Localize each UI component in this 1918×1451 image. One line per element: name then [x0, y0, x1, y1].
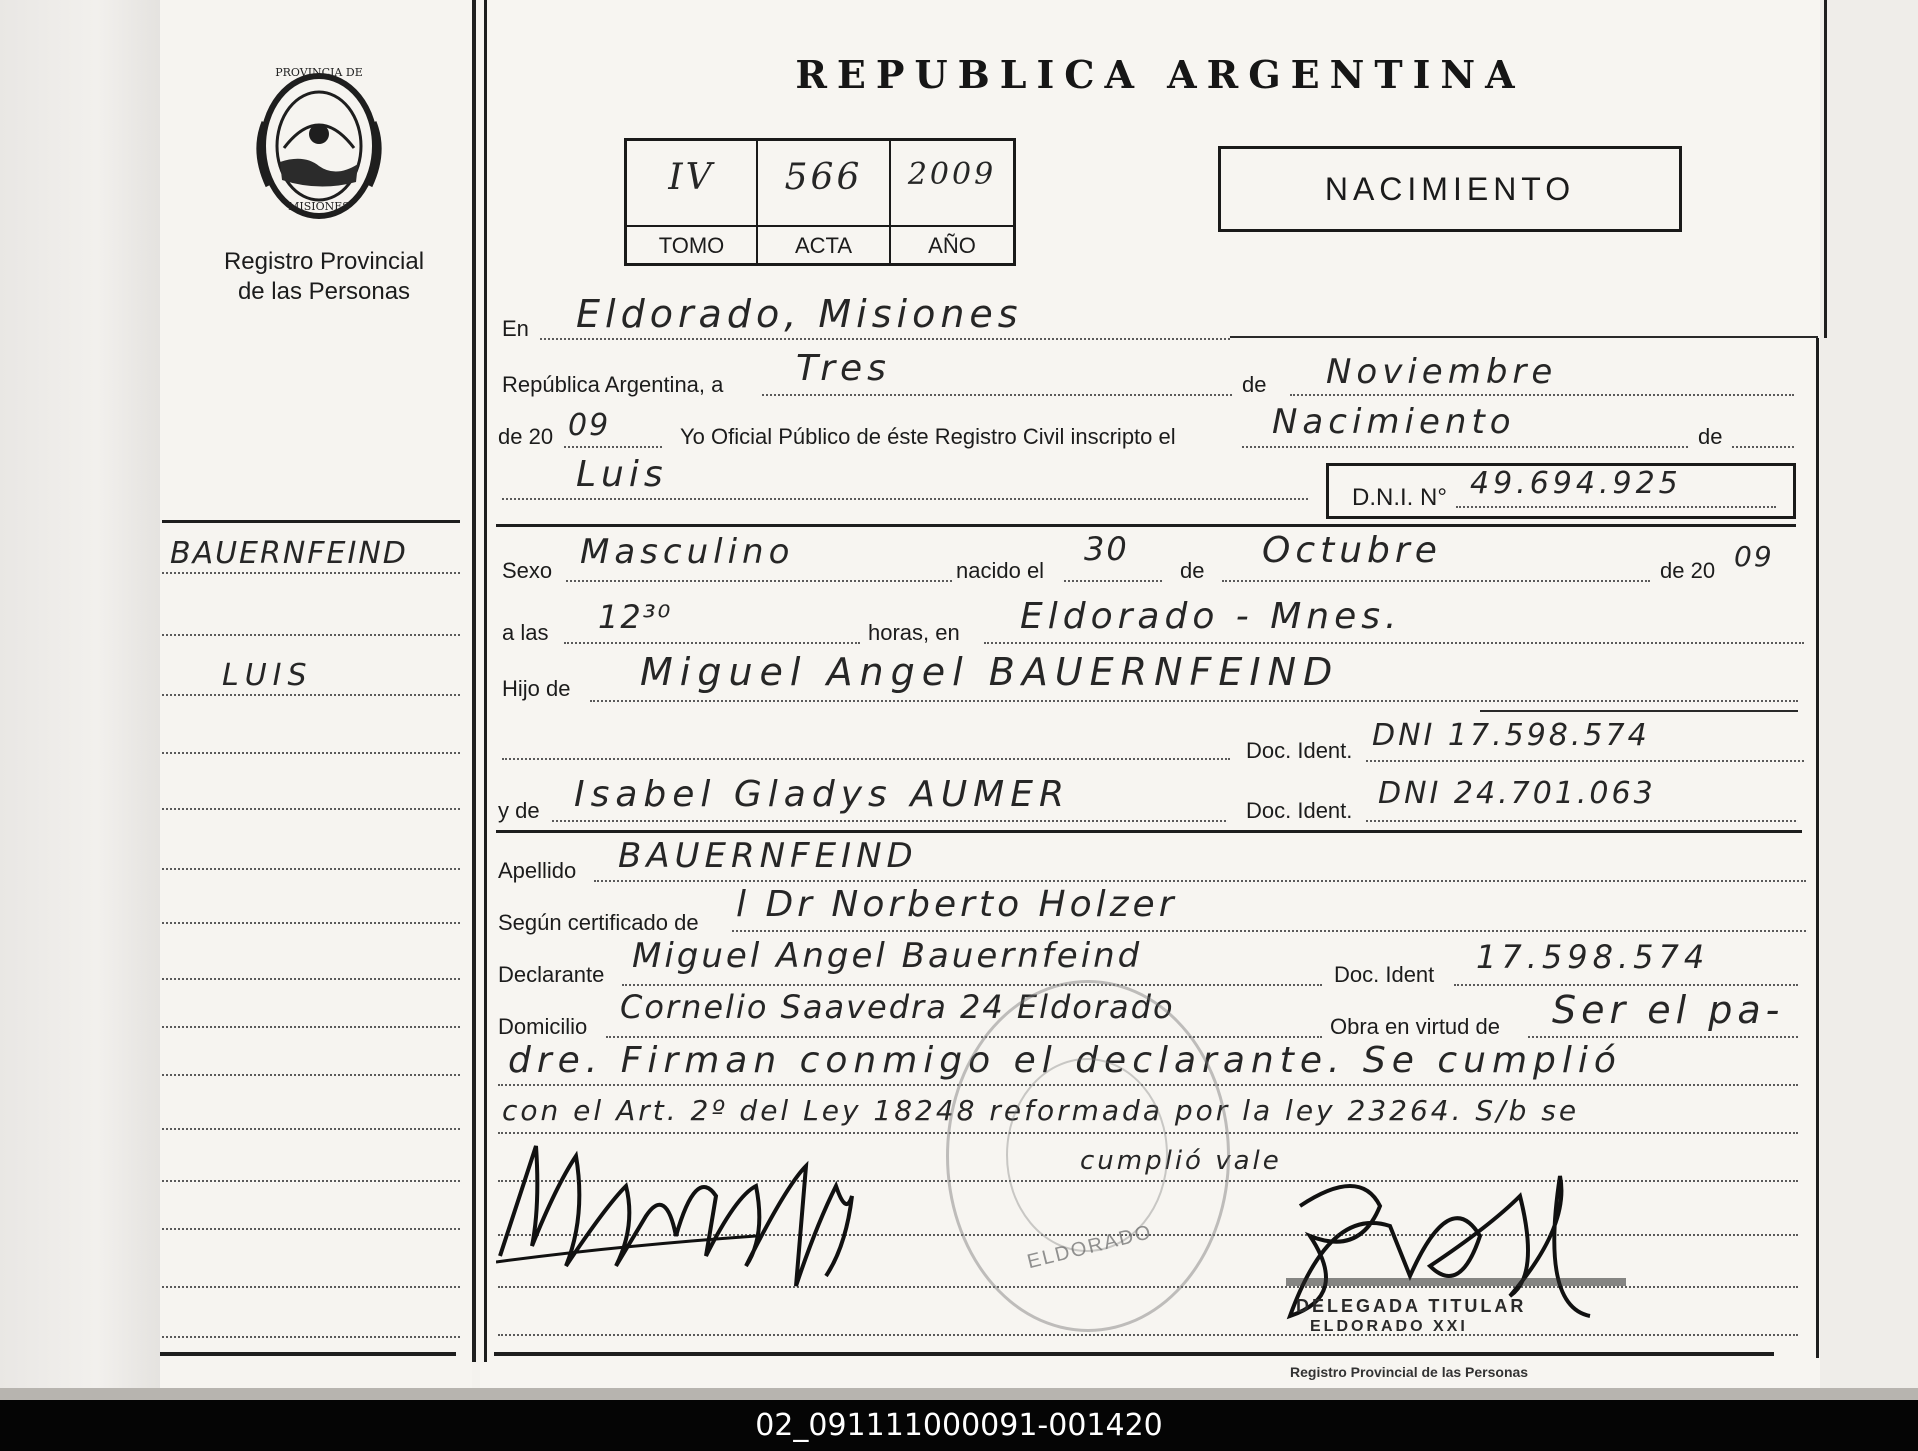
- stamp-text: ELDORADO: [1024, 1220, 1155, 1274]
- de-label: de: [1242, 372, 1267, 397]
- father-line-solid: [1480, 710, 1798, 712]
- apellido-line: [594, 880, 1806, 882]
- mother-line: [552, 820, 1226, 822]
- de-label-3: de: [1180, 558, 1205, 583]
- margin-line-15: [162, 1336, 460, 1338]
- margin-rule-top: [162, 520, 460, 523]
- registry-year-suffix: 09: [568, 408, 611, 443]
- bottom-rule: [494, 1352, 1774, 1356]
- mother-doc: DNI 24.701.063: [1378, 776, 1656, 811]
- registry-name-line1: Registro Provincial: [223, 248, 425, 275]
- declarante-name: Miguel Angel Bauernfeind: [632, 936, 1143, 976]
- obra-line: [1528, 1036, 1798, 1038]
- declarante-doc: 17.598.574: [1476, 938, 1710, 976]
- birth-day: 30: [1084, 530, 1129, 568]
- file-id: 02_091111000091-001420: [755, 1408, 1163, 1443]
- margin-line-13: [162, 1228, 460, 1230]
- domicilio-value: Cornelio Saavedra 24 Eldorado: [620, 988, 1175, 1026]
- doc-ident-label-3: Doc. Ident: [1334, 962, 1435, 987]
- right-frame-rule: [1824, 0, 1827, 338]
- mother-doc-line: [1366, 820, 1796, 822]
- signatory-name-block: [1286, 1278, 1626, 1286]
- margin-line-4: [162, 752, 460, 754]
- margin-line-5: [162, 808, 460, 810]
- signatory-office: ELDORADO XXI: [1310, 1318, 1468, 1335]
- sexo-line: [566, 580, 952, 582]
- acta-value: 566: [784, 157, 863, 198]
- birth-day-line: [1064, 580, 1162, 582]
- registered-name: Luis: [576, 454, 668, 495]
- y-de-label: y de: [498, 798, 540, 823]
- name-line: [502, 498, 1308, 500]
- father-name: Miguel Angel BAUERNFEIND: [640, 650, 1340, 694]
- dni-line: [1456, 506, 1776, 508]
- inscribed-as: Nacimiento: [1272, 402, 1516, 442]
- margin-surname: BAUERNFEIND: [170, 536, 408, 571]
- page-bottom-edge: [0, 1388, 1918, 1400]
- doc-ident-label: Doc. Ident.: [1246, 738, 1353, 763]
- margin-line-7: [162, 922, 460, 924]
- apellido-value: BAUERNFEIND: [618, 836, 918, 876]
- birth-place: Eldorado - Mnes.: [1020, 596, 1402, 637]
- birth-month: Octubre: [1262, 530, 1442, 571]
- anio-cell: [891, 141, 1013, 263]
- margin-line-14: [162, 1286, 460, 1288]
- sexo-label: Sexo: [502, 558, 553, 583]
- father-doc: DNI 17.598.574: [1372, 718, 1650, 753]
- margin-line-6: [162, 868, 460, 870]
- declarant-signature: [496, 1126, 926, 1306]
- right-frame-rule-lower: [1816, 338, 1819, 1358]
- doc-ident-label-2: Doc. Ident.: [1246, 798, 1353, 823]
- book-binding: [0, 0, 162, 1400]
- margin-line-3: [162, 694, 460, 696]
- left-frame-rule: [472, 0, 476, 1362]
- margin-line-8: [162, 978, 460, 980]
- acta-cell: [758, 141, 891, 263]
- dni-number: 49.694.925: [1470, 466, 1682, 501]
- sex-value: Masculino: [580, 532, 795, 572]
- seal-text-top: PROVINCIA DE: [275, 66, 363, 79]
- notes-line-2: con el Art. 2º del Ley 18248 reformada por la ley 23264. S/b se: [502, 1094, 1580, 1127]
- en-line-solid: [1230, 336, 1818, 338]
- record-number-table: [624, 138, 1016, 266]
- certificate-issuer: l Dr Norberto Holzer: [736, 884, 1178, 925]
- signatory-title: DELEGADA TITULAR: [1296, 1296, 1527, 1316]
- domicilio-label: Domicilio: [498, 1014, 588, 1039]
- certificate-line: [732, 930, 1806, 932]
- nacido-label: nacido el: [956, 558, 1045, 583]
- margin-line-11: [162, 1128, 460, 1130]
- section-rule-1: [496, 524, 1796, 527]
- margin-line-10: [162, 1074, 460, 1076]
- declarante-doc-line: [1454, 984, 1798, 986]
- margin-line-2: [162, 634, 460, 636]
- en-label: En: [502, 316, 529, 341]
- inscribed-line: [1242, 446, 1688, 448]
- apellido-label: Apellido: [498, 858, 577, 883]
- de-label-2: de: [1698, 424, 1723, 449]
- father-extra-line: [502, 758, 1230, 760]
- horas-en-label: horas, en: [868, 620, 960, 645]
- hour-line: [564, 642, 860, 644]
- registry-month: Noviembre: [1326, 352, 1558, 392]
- scan-footer: [0, 1400, 1918, 1451]
- official-text: Yo Oficial Público de éste Registro Civil inscripto el: [680, 424, 1176, 449]
- page-title: REPUBLICA ARGENTINA: [795, 52, 1525, 97]
- declarante-label: Declarante: [498, 962, 605, 987]
- tomo-cell: [627, 141, 758, 263]
- document-type: NACIMIENTO: [1324, 171, 1576, 207]
- year-line: [564, 446, 662, 448]
- page-edge: [1820, 0, 1918, 1400]
- de-line-2: [1732, 446, 1794, 448]
- a-las-label: a las: [502, 620, 549, 645]
- tomo-label: TOMO: [658, 233, 725, 258]
- margin-line-9: [162, 1026, 460, 1028]
- father-doc-line: [1366, 760, 1804, 762]
- birth-place-line: [984, 642, 1804, 644]
- obra-label: Obra en virtud de: [1330, 1014, 1500, 1039]
- margin-rule-bottom: [160, 1352, 456, 1356]
- notes-line-3: cumplió vale: [1080, 1146, 1282, 1176]
- registry-day: Tres: [796, 348, 891, 389]
- domicilio-line: [606, 1036, 1322, 1038]
- year-prefix: de 20: [498, 424, 554, 449]
- day-line: [762, 394, 1232, 396]
- place-of-registry: Eldorado, Misiones: [576, 292, 1023, 336]
- anio-label: AÑO: [928, 233, 976, 258]
- dni-label: D.N.I. N°: [1352, 484, 1447, 511]
- birth-hour: 12³⁰: [598, 598, 673, 636]
- month-line: [1290, 394, 1794, 396]
- acta-label: ACTA: [794, 233, 853, 258]
- seal-text-bottom: MISIONES: [288, 200, 350, 213]
- section-rule-2: [496, 830, 1802, 833]
- segun-label: Según certificado de: [498, 910, 699, 935]
- left-frame-rule-inner: [484, 0, 487, 1362]
- hijo-label: Hijo de: [502, 676, 571, 701]
- tomo-value: IV: [668, 157, 715, 198]
- republica-label: República Argentina, a: [502, 372, 724, 397]
- declarante-line: [622, 984, 1322, 986]
- document-type-box: [1218, 146, 1682, 232]
- father-line: [590, 700, 1798, 702]
- registry-name-line2: de las Personas: [237, 278, 411, 305]
- birth-year-suffix: 09: [1734, 540, 1774, 573]
- obra-value: Ser el pa-: [1552, 988, 1785, 1032]
- de20-label: de 20: [1660, 558, 1716, 583]
- margin-given-name: LUIS: [222, 658, 313, 693]
- signatory-registry: Registro Provincial de las Personas: [1290, 1364, 1529, 1380]
- notes-line-1: dre. Firman conmigo el declarante. Se cumplió: [508, 1040, 1622, 1081]
- margin-line-12: [162, 1180, 460, 1182]
- birth-month-line: [1222, 580, 1650, 582]
- mother-name: Isabel Gladys AUMER: [574, 774, 1070, 815]
- anio-value: 2009: [907, 157, 997, 192]
- en-line: [540, 338, 1230, 340]
- margin-line-1: [162, 572, 460, 574]
